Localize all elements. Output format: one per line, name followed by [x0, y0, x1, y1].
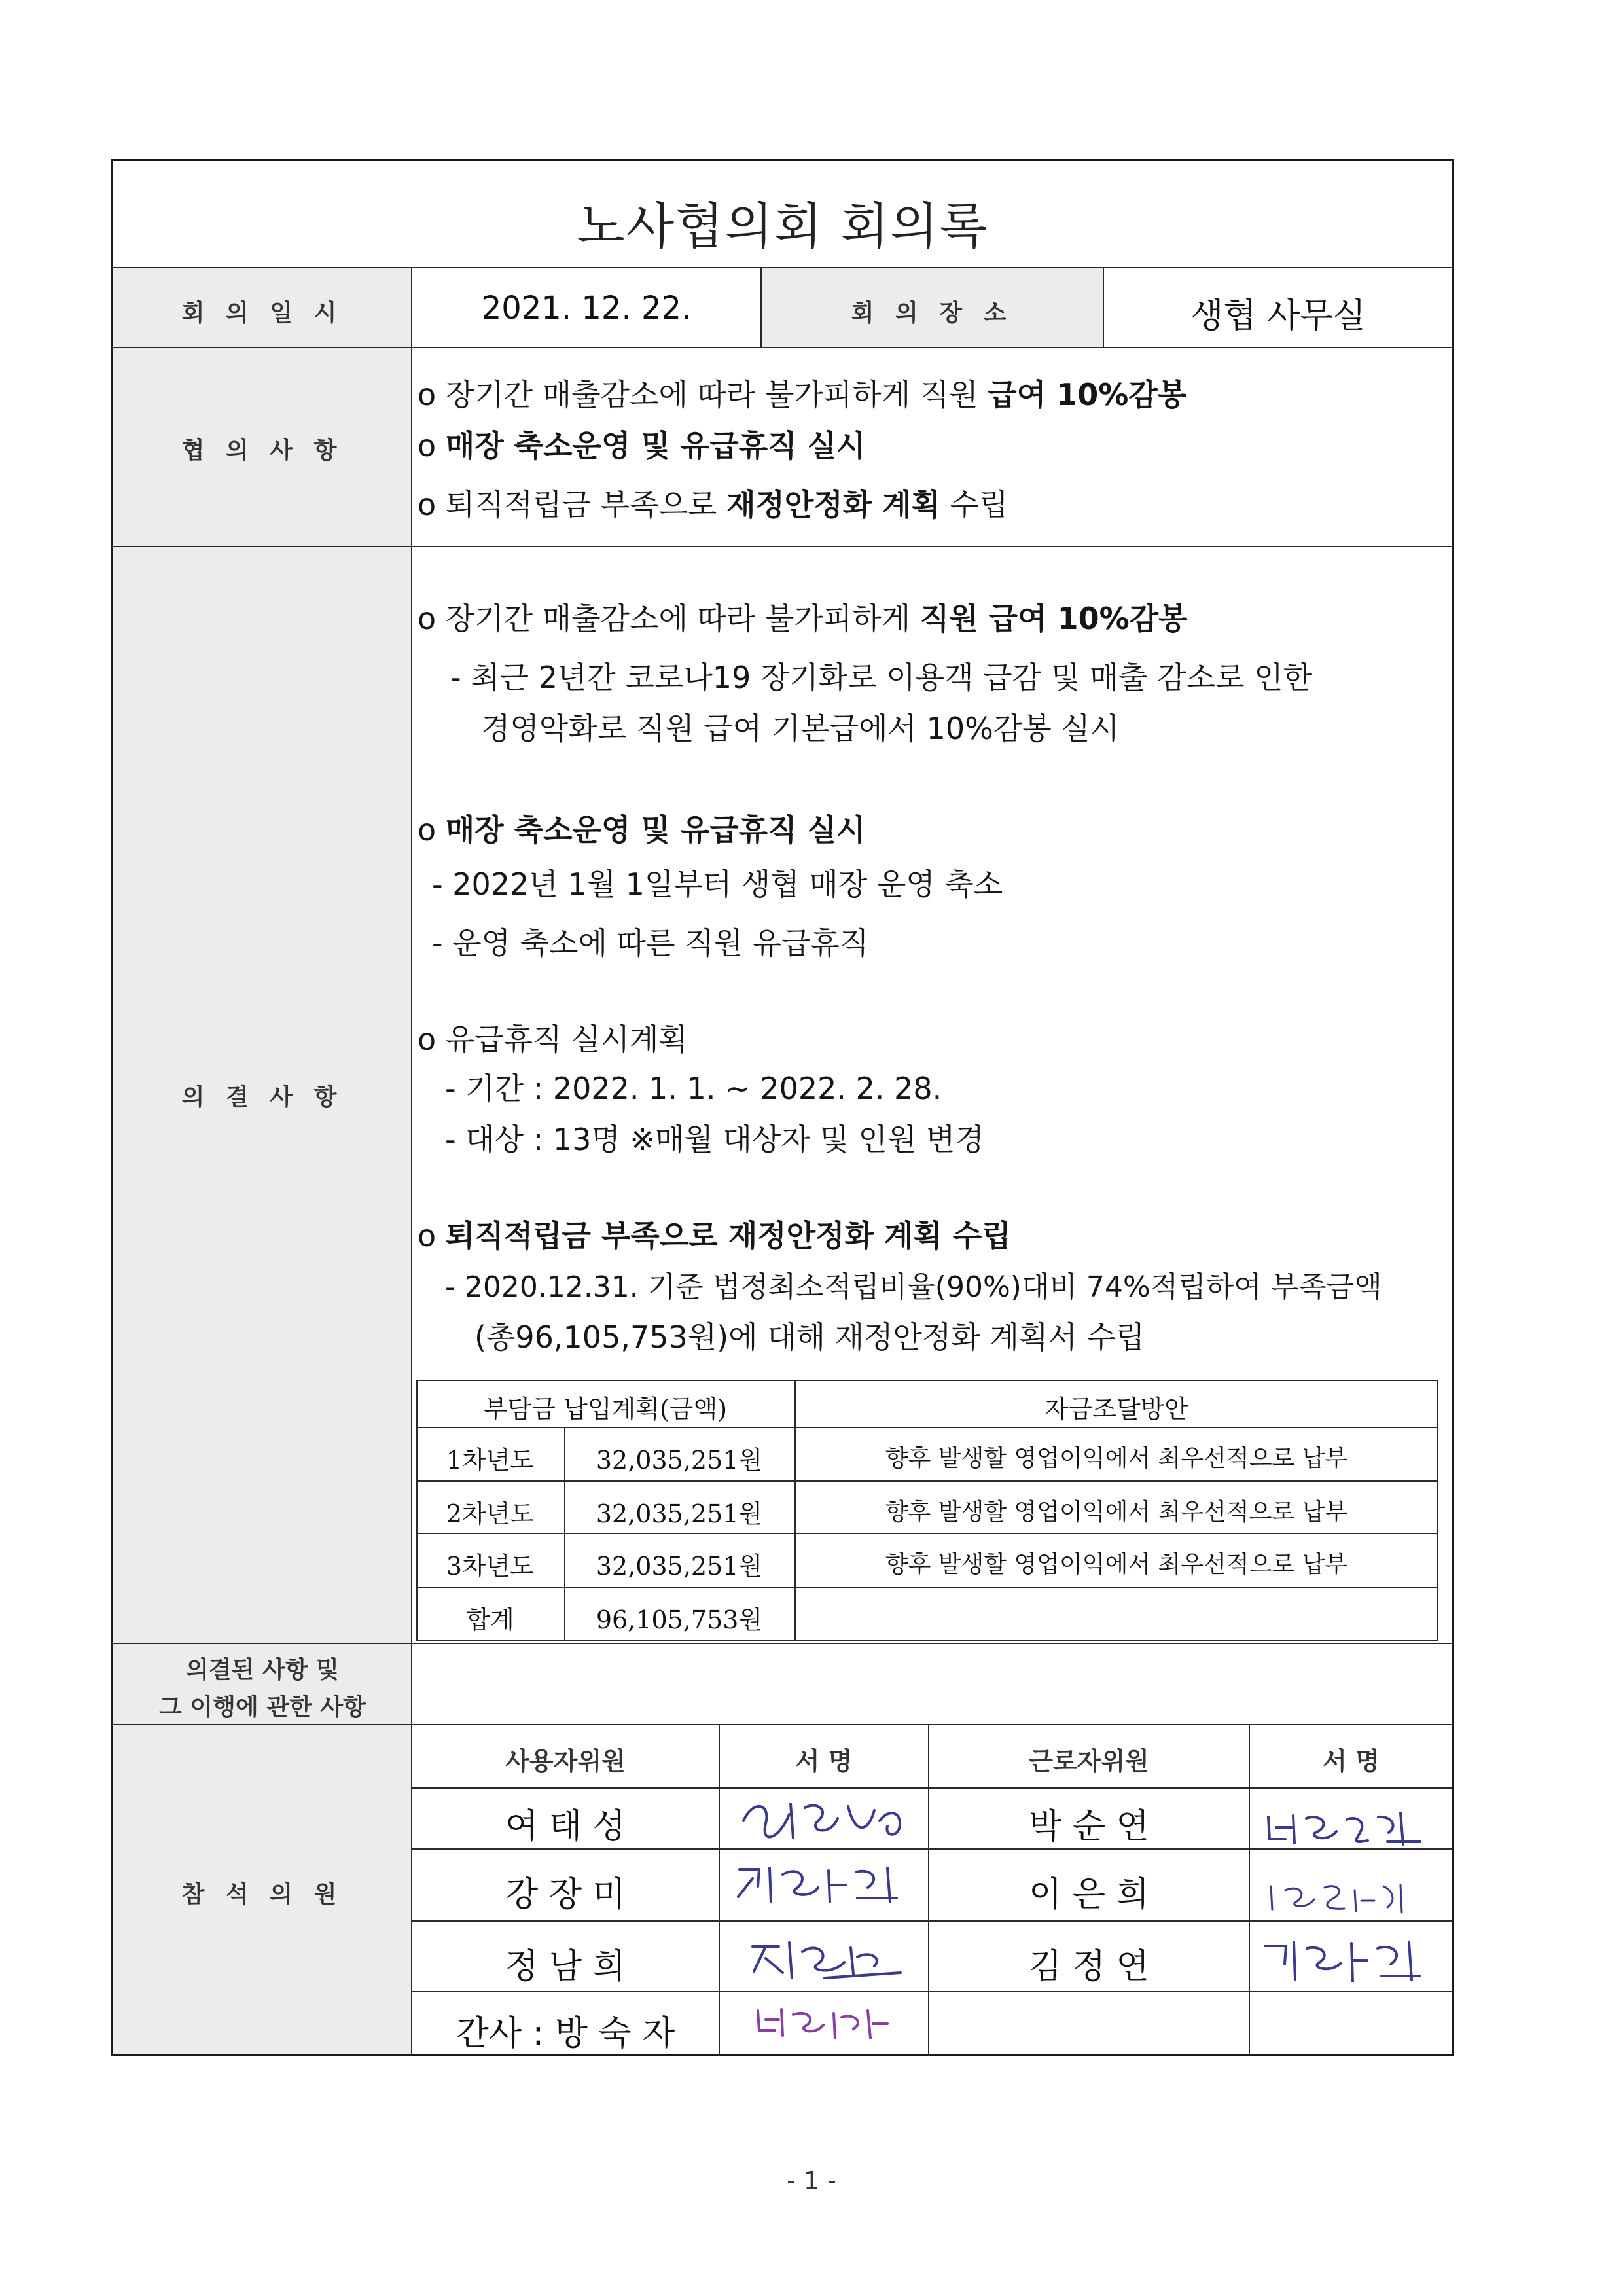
- discussion-item-3-text: o 퇴직적립금 부족으로: [418, 487, 726, 522]
- date-value: 2021. 12. 22.: [481, 290, 692, 327]
- resolution-s2-heading: [418, 812, 866, 848]
- place-label: 회 의 장 소: [851, 300, 1013, 327]
- attendees-header-employer: 사용자위원: [505, 1747, 626, 1776]
- secretary-name: 간사 : 방 숙 자: [455, 2014, 675, 2053]
- worker-name-3: 김 정 연: [1029, 1947, 1149, 1986]
- resolution-s2-line1: - 2022년 1월 1일부터 생협 매장 운영 축소: [432, 867, 1003, 902]
- date-label: 회 의 일 시: [181, 300, 344, 327]
- rule-below-followup: [113, 1724, 1452, 1725]
- discussion-item-2: [418, 428, 866, 463]
- payment-row-2-funding: 향후 발생할 영업이익에서 최우선적으로 납부: [885, 1499, 1348, 1526]
- payment-rule-1: [416, 1427, 1438, 1428]
- attendees-header-sign-2: 서 명: [1323, 1747, 1380, 1776]
- employer-name-2: 강 장 미: [505, 1875, 626, 1914]
- discussion-label: 협 의 사 항: [181, 437, 344, 464]
- resolution-s1-heading: [418, 603, 1188, 634]
- discussion-item-3-bold: 재정안정화 계획: [726, 487, 941, 522]
- resolution-s2-line2: - 운영 축소에 따른 직원 유급휴직: [432, 925, 869, 961]
- payment-rule-2: [416, 1480, 1438, 1482]
- place-value: 생협 사무실: [1190, 296, 1366, 336]
- resolution-s4-line2: (총96,105,753원)에 대해 재정안정화 계획서 수립: [474, 1319, 1145, 1355]
- resolution-s1-text: o 장기간 매출감소에 따라 불가피하게: [418, 601, 920, 636]
- payment-header-plan: 부담금 납입계획(금액): [483, 1395, 728, 1424]
- rule-label-column: [411, 268, 412, 2054]
- attendees-header-worker: 근로자위원: [1029, 1747, 1149, 1776]
- payment-row-3-year: 3차년도: [446, 1552, 535, 1581]
- resolution-s4-bold: 퇴직적립금 부족으로 재정안정화 계획 수립: [445, 1218, 1011, 1253]
- signature-employer-2: [733, 1859, 910, 1909]
- attendees-header-sign-1: 서 명: [795, 1747, 853, 1776]
- worker-name-2: 이 은 희: [1029, 1875, 1149, 1914]
- discussion-item-3-suffix: 수립: [940, 487, 1008, 522]
- resolution-s4-line1: - 2020.12.31. 기준 법정최소적립비율(90%)대비 74%적립하여 부족금액: [445, 1270, 1382, 1304]
- resolution-s4-text: o: [418, 1218, 446, 1253]
- rule-attendee-row2: [412, 1920, 1452, 1922]
- signature-worker-3: [1260, 1934, 1423, 1986]
- discussion-item-2-text: o: [418, 428, 446, 463]
- attendees-label: 참 석 의 원: [181, 1881, 344, 1908]
- rule-below-title: [113, 267, 1452, 268]
- rule-below-resolution: [113, 1643, 1452, 1644]
- payment-row-2-amount: 32,035,251원: [596, 1499, 763, 1528]
- payment-total-amount: 96,105,753원: [596, 1605, 763, 1634]
- worker-name-1: 박 순 연: [1029, 1807, 1149, 1846]
- signature-employer-3: [746, 1932, 910, 1984]
- rule-attendee-header: [412, 1787, 1452, 1789]
- resolution-s2-bold: 매장 축소운영 및 유급휴직 실시: [445, 812, 866, 848]
- payment-rule-4: [416, 1587, 1438, 1588]
- followup-label-line1: 의결된 사항 및: [186, 1657, 339, 1683]
- page-title: 노사협의회 회의록: [577, 197, 989, 255]
- resolution-s3-line2: - 대상 : 13명 ※매월 대상자 및 인원 변경: [445, 1122, 984, 1157]
- discussion-item-1: [418, 377, 1187, 412]
- payment-header-funding: 자금조달방안: [1044, 1395, 1189, 1424]
- rule-below-discussion: [113, 546, 1452, 547]
- rule-attendee-row3: [412, 1991, 1452, 1992]
- resolution-s1-line2: 경영악화로 직원 급여 기본급에서 10%감봉 실시: [481, 711, 1120, 746]
- resolution-label: 의 결 사 항: [181, 1084, 344, 1111]
- payment-total-label: 합계: [466, 1605, 514, 1634]
- rule-below-date: [113, 347, 1452, 348]
- signature-secretary: [753, 2001, 897, 2043]
- discussion-item-3: [418, 487, 1008, 522]
- discussion-item-1-text: o 장기간 매출감소에 따라 불가피하게 직원: [418, 377, 988, 412]
- signature-worker-2: [1263, 1877, 1414, 1916]
- discussion-item-2-bold: 매장 축소운영 및 유급휴직 실시: [445, 428, 866, 463]
- resolution-s1-bold: 직원 급여 10%감봉: [919, 601, 1188, 636]
- payment-row-1-amount: 32,035,251원: [596, 1446, 763, 1475]
- resolution-s2-text: o: [418, 812, 446, 848]
- left-label-column: [113, 348, 412, 2054]
- resolution-s1-line1: - 최근 2년간 코로나19 장기화로 이용객 급감 및 매출 감소로 인한: [450, 660, 1313, 695]
- signature-worker-1: [1263, 1804, 1427, 1850]
- resolution-s4-heading: [418, 1218, 1011, 1253]
- followup-label-line2: 그 이행에 관한 사항: [159, 1694, 366, 1721]
- discussion-item-1-bold: 급여 10%감봉: [988, 377, 1187, 412]
- payment-row-3-amount: 32,035,251원: [596, 1552, 763, 1581]
- resolution-s3-line1: - 기간 : 2022. 1. 1. ~ 2022. 2. 28.: [445, 1071, 942, 1106]
- page-number: - 1 -: [787, 2166, 836, 2195]
- employer-name-3: 정 남 희: [505, 1947, 626, 1986]
- signature-employer-1: [740, 1795, 910, 1844]
- payment-rule-3: [416, 1533, 1438, 1534]
- payment-row-3-funding: 향후 발생할 영업이익에서 최우선적으로 납부: [885, 1551, 1348, 1578]
- employer-name-1: 여 태 성: [505, 1807, 626, 1846]
- resolution-s3-heading: o 유급휴직 실시계획: [418, 1022, 688, 1057]
- payment-row-1-funding: 향후 발생할 영업이익에서 최우선적으로 납부: [885, 1445, 1348, 1472]
- payment-row-2-year: 2차년도: [446, 1499, 535, 1528]
- payment-row-1-year: 1차년도: [446, 1446, 535, 1475]
